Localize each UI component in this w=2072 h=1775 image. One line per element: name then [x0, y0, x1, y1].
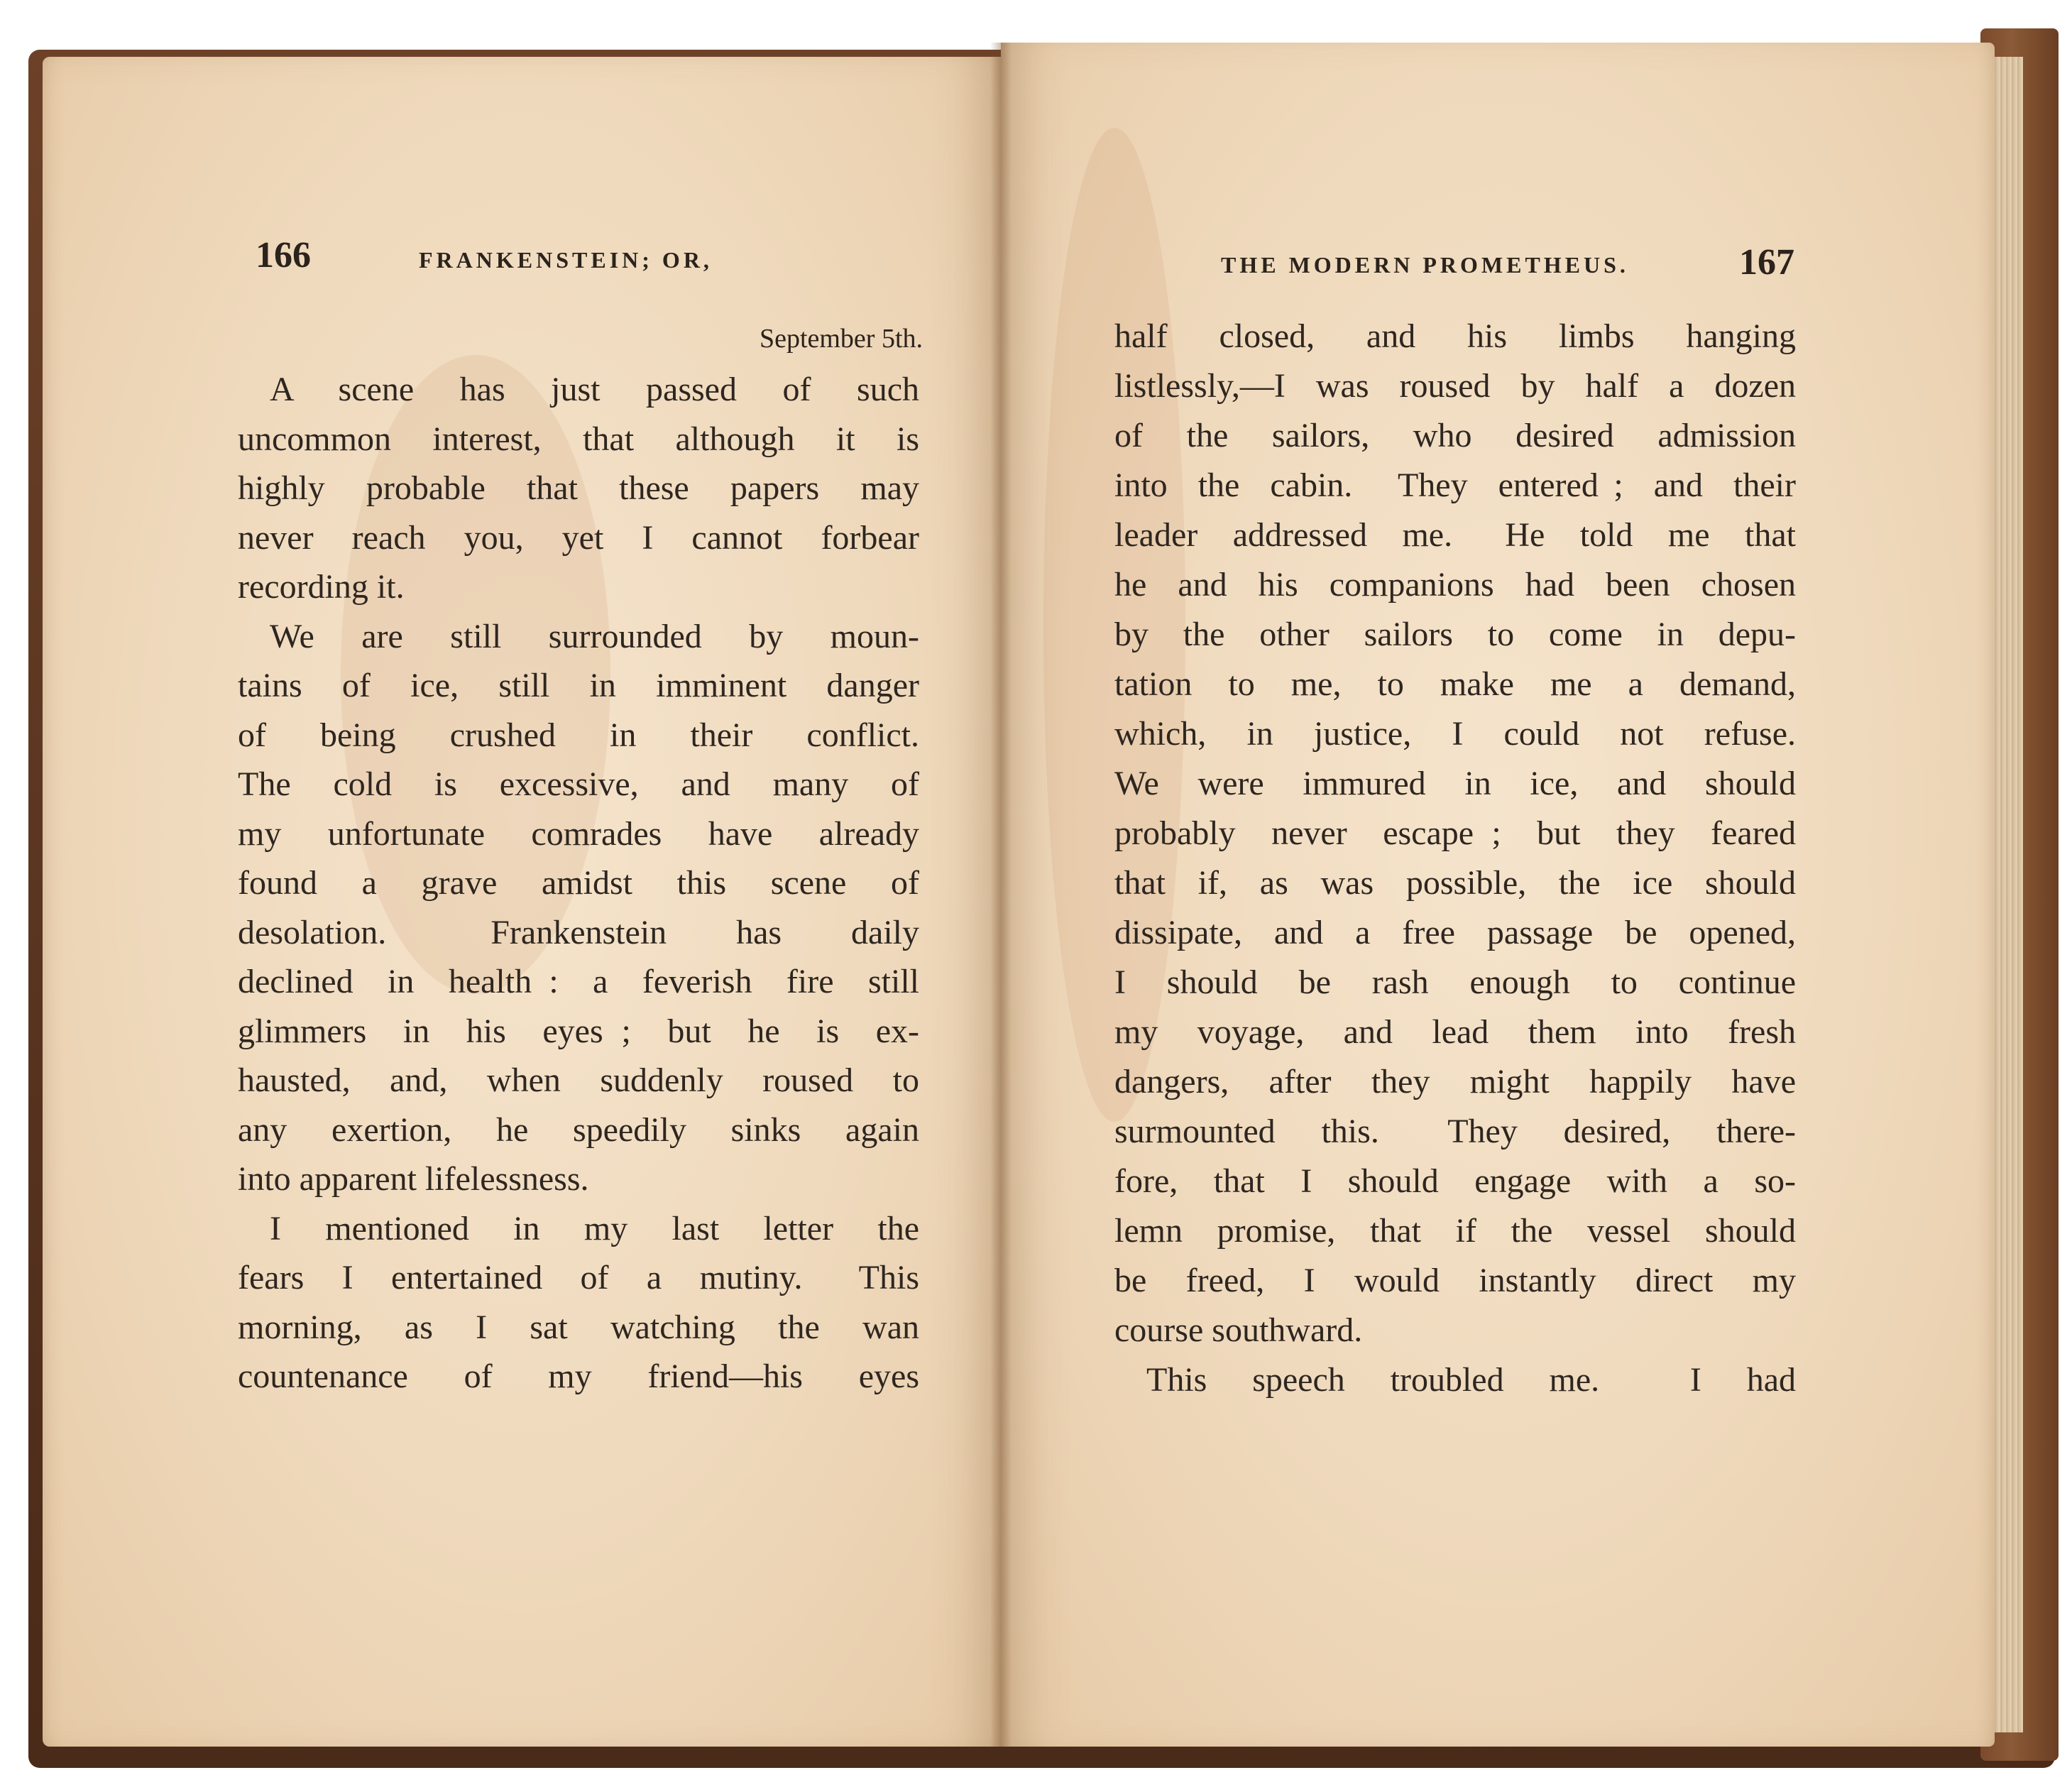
- left-page-line: found a grave amidst this scene of: [238, 864, 919, 902]
- left-page-line: glimmers in his eyes ; but he is ex-: [238, 1012, 919, 1050]
- right-page-line: be freed, I would instantly direct my: [1114, 1262, 1796, 1299]
- right-page-line: which, in justice, I could not refuse.: [1114, 715, 1796, 753]
- right-page-line: of the sailors, who desired admission: [1114, 417, 1796, 454]
- right-page-line: by the other sailors to come in depu-: [1114, 616, 1796, 653]
- left-running-head: FRANKENSTEIN; OR,: [419, 247, 713, 273]
- left-page-line: of being crushed in their conflict.: [238, 716, 919, 754]
- right-page-line: he and his companions had been chosen: [1114, 566, 1796, 604]
- left-page-line: I mentioned in my last letter the: [270, 1209, 919, 1247]
- left-page-line: my unfortunate comrades have already: [238, 814, 919, 853]
- left-page-line: The cold is excessive, and many of: [238, 765, 919, 803]
- right-page-line: This speech troubled me. I had: [1146, 1361, 1796, 1399]
- left-page-line: into apparent lifelessness.: [238, 1160, 589, 1198]
- left-page-line: highly probable that these papers may: [238, 469, 919, 507]
- left-page: [43, 57, 1001, 1747]
- left-page-line: morning, as I sat watching the wan: [238, 1308, 919, 1346]
- right-page-line: leader addressed me. He told me that: [1114, 516, 1796, 554]
- right-page-line: listlessly,—I was roused by half a dozen: [1114, 367, 1796, 405]
- right-page-line: course southward.: [1114, 1311, 1363, 1349]
- right-page-line: half closed, and his limbs hanging: [1114, 317, 1796, 355]
- left-page-line: hausted, and, when suddenly roused to: [238, 1061, 919, 1099]
- left-page-line: fears I entertained of a mutiny. This: [238, 1259, 919, 1296]
- left-page-line: recording it.: [238, 568, 405, 606]
- right-page-line: surmounted this. They desired, there-: [1114, 1113, 1796, 1150]
- left-page-line: uncommon interest, that although it is: [238, 420, 919, 458]
- left-page-line: We are still surrounded by moun-: [270, 617, 919, 655]
- right-page-number: 167: [1739, 242, 1794, 283]
- left-page-line: A scene has just passed of such: [270, 371, 919, 408]
- right-page-line: I should be rash enough to continue: [1114, 963, 1796, 1001]
- left-page-line: countenance of my friend—his eyes: [238, 1358, 919, 1395]
- letter-date: September 5th.: [759, 324, 923, 354]
- right-page-line: dangers, after they might happily have: [1114, 1063, 1796, 1100]
- left-page-line: declined in health : a feverish fire still: [238, 963, 919, 1000]
- left-page-line: desolation. Frankenstein has daily: [238, 913, 919, 951]
- right-page-line: into the cabin. They entered ; and their: [1114, 466, 1796, 504]
- right-page-line: probably never escape ; but they feared: [1114, 814, 1796, 852]
- right-page-line: lemn promise, that if the vessel should: [1114, 1212, 1796, 1250]
- right-running-head: THE MODERN PROMETHEUS.: [1221, 252, 1629, 278]
- right-page-line: that if, as was possible, the ice should: [1114, 864, 1796, 902]
- book-gutter: [990, 43, 1012, 1747]
- left-page-line: never reach you, yet I cannot forbear: [238, 518, 919, 557]
- right-page-line: my voyage, and lead them into fresh: [1114, 1013, 1796, 1051]
- right-page-line: dissipate, and a free passage be opened,: [1114, 914, 1796, 951]
- right-page-line: tation to me, to make me a demand,: [1114, 665, 1796, 703]
- right-page-line: We were immured in ice, and should: [1114, 765, 1796, 802]
- left-page-line: any exertion, he speedily sinks again: [238, 1110, 919, 1149]
- left-page-number: 166: [256, 235, 311, 275]
- left-page-line: tains of ice, still in imminent danger: [238, 667, 919, 704]
- right-page-line: fore, that I should engage with a so-: [1114, 1162, 1796, 1200]
